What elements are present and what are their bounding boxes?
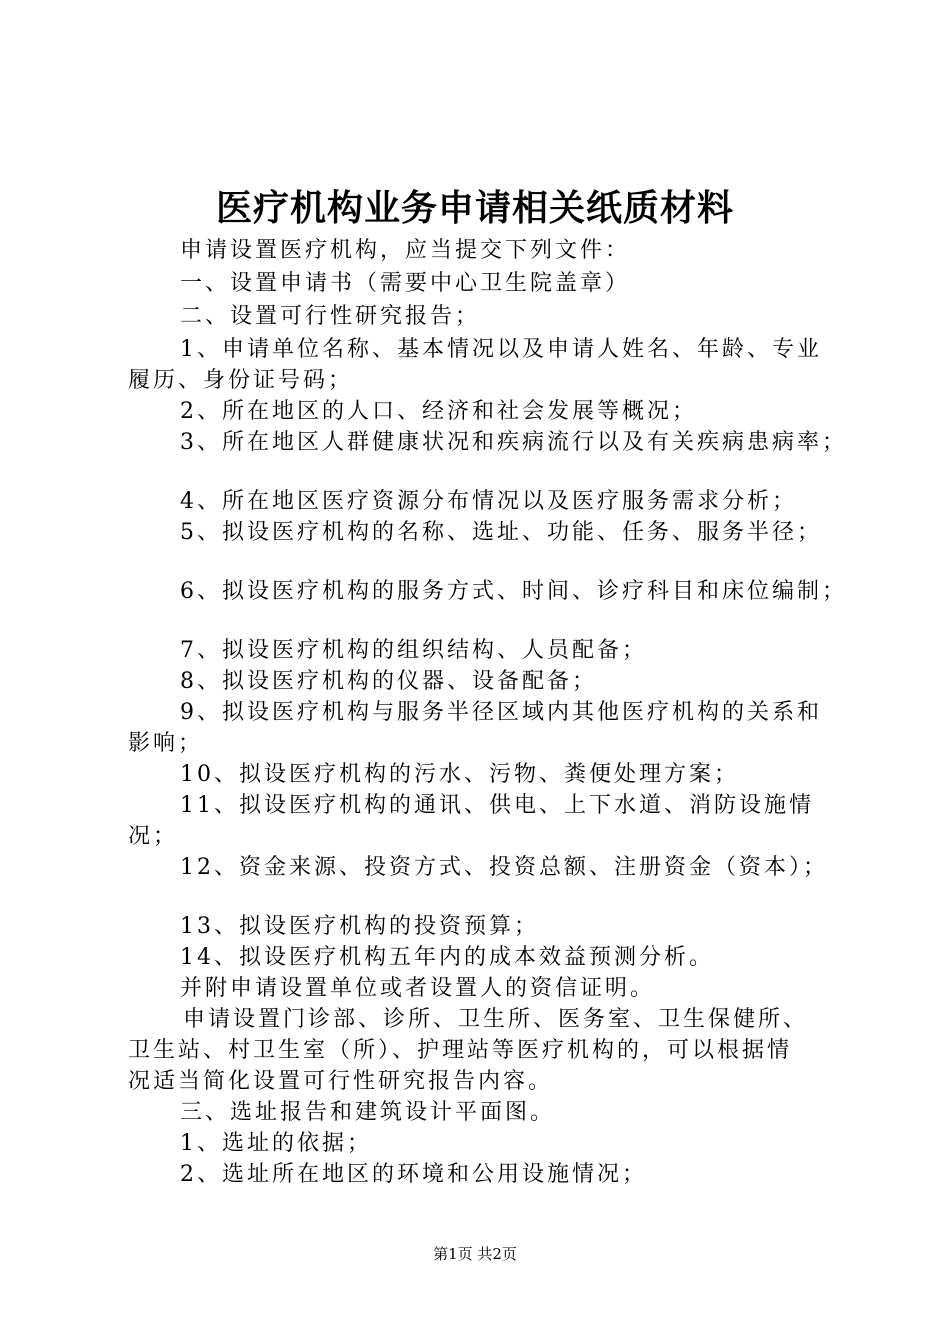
body-line: 2、选址所在地区的环境和公用设施情况； (180, 1162, 647, 1187)
body-line: 4、所在地区医疗资源分布情况以及医疗服务需求分析； (180, 489, 797, 514)
body-line: 卫生站、村卫生室（所）、护理站等医疗机构的，可以根据情 (128, 1038, 793, 1063)
body-line: 履历、身份证号码； (128, 368, 354, 393)
body-line: 12、资金来源、投资方式、投资总额、注册资金（资本）； (180, 855, 828, 880)
body-line: 7、拟设医疗机构的组织结构、人员配备； (180, 638, 647, 663)
body-line: 三、选址报告和建筑设计平面图。 (180, 1100, 556, 1125)
body-line: 申请设置门诊部、诊所、卫生所、医务室、卫生保健所、 (183, 1007, 809, 1032)
body-line: 8、拟设医疗机构的仪器、设备配备； (180, 669, 597, 694)
page-number: 第1页 共2页 (433, 1245, 517, 1263)
body-line: 14、拟设医疗机构五年内的成本效益预测分析。 (180, 945, 714, 970)
body-line: 况； (128, 824, 179, 849)
body-line: 3、所在地区人群健康状况和疾病流行以及有关疾病患病率； (180, 430, 847, 455)
body-line: 11、拟设医疗机构的通讯、供电、上下水道、消防设施情 (180, 793, 814, 818)
body-line: 13、拟设医疗机构的投资预算； (180, 914, 539, 939)
body-line: 二、设置可行性研究报告； (180, 304, 481, 329)
body-line: 申请设置医疗机构，应当提交下列文件： (180, 238, 631, 263)
body-line: 况适当简化设置可行性研究报告内容。 (128, 1069, 554, 1094)
body-line: 影响； (128, 731, 204, 756)
document-title: 医疗机构业务申请相关纸质材料 (215, 187, 734, 229)
body-line: 2、所在地区的人口、经济和社会发展等概况； (180, 399, 697, 424)
body-line: 6、拟设医疗机构的服务方式、时间、诊疗科目和床位编制； (180, 579, 847, 604)
body-line: 并附申请设置单位或者设置人的资信证明。 (180, 976, 656, 1001)
body-line: 10、拟设医疗机构的污水、污物、粪便处理方案； (180, 762, 739, 787)
body-line: 1、申请单位名称、基本情况以及申请人姓名、年龄、专业 (180, 337, 822, 362)
body-line: 5、拟设医疗机构的名称、选址、功能、任务、服务半径； (180, 520, 822, 545)
body-line: 9、拟设医疗机构与服务半径区域内其他医疗机构的关系和 (180, 700, 822, 725)
body-line: 1、选址的依据； (180, 1131, 372, 1156)
body-line: 一、设置申请书（需要中心卫生院盖章） (180, 271, 631, 296)
